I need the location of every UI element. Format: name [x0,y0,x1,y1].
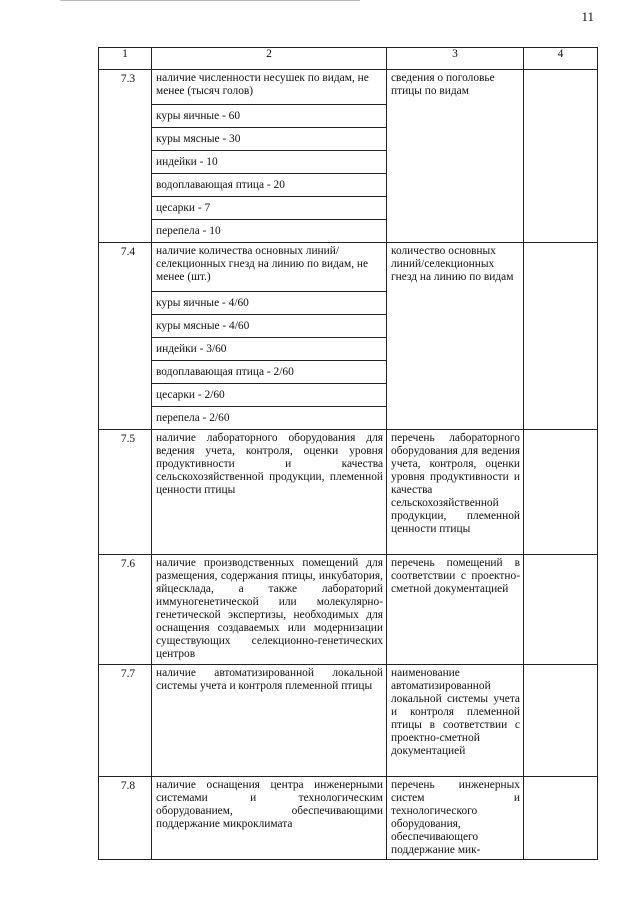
document-text: перечень инженерных систем и технологического оборудования, обеспечивающего поддержание мик- [387,777,524,860]
table-row [99,777,598,860]
requirements-table [98,47,598,860]
species-item: перепела - 2/60 [152,407,387,430]
species-item: перепела - 10 [152,220,387,243]
document-text: перечень помещений в соответствии с проектно-сметной документацией [387,555,524,665]
header-col-4: 4 [524,48,598,70]
empty-cell [524,665,598,777]
row-number: 7.3 [99,70,152,243]
document-text: наименование автоматизированной локальной системы учета и контроля племенной птицы в соответствии с проектно-сметной документацией [387,665,524,777]
species-item: куры мясные - 4/60 [152,315,387,338]
row-number: 7.8 [99,777,152,860]
document-text: количество основных линий/селекционных гнезд на линию по видам [387,243,524,430]
table-header-row [99,48,598,70]
document-text: сведения о поголовье птицы по видам [387,70,524,243]
empty-cell [524,777,598,860]
empty-cell [524,555,598,665]
row-number: 7.6 [99,555,152,665]
page-number: 11 [581,9,594,24]
header-col-3: 3 [387,48,524,70]
requirement-text: наличие автоматизированной локальной системы учета и контроля племенной птицы [152,665,387,777]
species-item: куры яичные - 4/60 [152,292,387,315]
table-row [99,243,598,292]
species-item: куры яичные - 60 [152,105,387,128]
species-item: цесарки - 2/60 [152,384,387,407]
scan-top-rule [60,0,360,1]
table-row [99,665,598,777]
species-item: индейки - 3/60 [152,338,387,361]
species-item: индейки - 10 [152,151,387,174]
empty-cell [524,70,598,243]
species-item: куры мясные - 30 [152,128,387,151]
document-text: перечень лабораторного оборудования для ведения учета, контроля, оценки уровня продуктивности и качества сельскохозяйственной продукции, племенной ценности птицы [387,430,524,555]
table-row [99,70,598,105]
header-col-2: 2 [152,48,387,70]
species-item: водоплавающая птица - 2/60 [152,361,387,384]
species-item: цесарки - 7 [152,197,387,220]
requirement-text: наличие производственных помещений для размещения, содержания птицы, инкубатория, яйцесклада, а также лабораторий иммуногенетической или молекулярно-генетической экспертизы, необходимых для оснащения создаваемых или модернизации существующих селекционно-генетических центров [152,555,387,665]
requirement-text: наличие количества основных линий/селекционных гнезд на линию по видам, не менее (шт.) [152,243,387,292]
table-row [99,430,598,555]
empty-cell [524,243,598,430]
requirement-text: наличие оснащения центра инженерными системами и технологическим оборудованием, обеспечивающими поддержание микроклимата [152,777,387,860]
row-number: 7.5 [99,430,152,555]
requirement-text: наличие численности несушек по видам, не менее (тысяч голов) [152,70,387,105]
row-number: 7.4 [99,243,152,430]
row-number: 7.7 [99,665,152,777]
header-col-1: 1 [99,48,152,70]
requirement-text: наличие лабораторного оборудования для ведения учета, контроля, оценки уровня продуктивности и качества сельскохозяйственной продукции, племенной ценности птицы [152,430,387,555]
table-row [99,555,598,665]
species-item: водоплавающая птица - 20 [152,174,387,197]
empty-cell [524,430,598,555]
